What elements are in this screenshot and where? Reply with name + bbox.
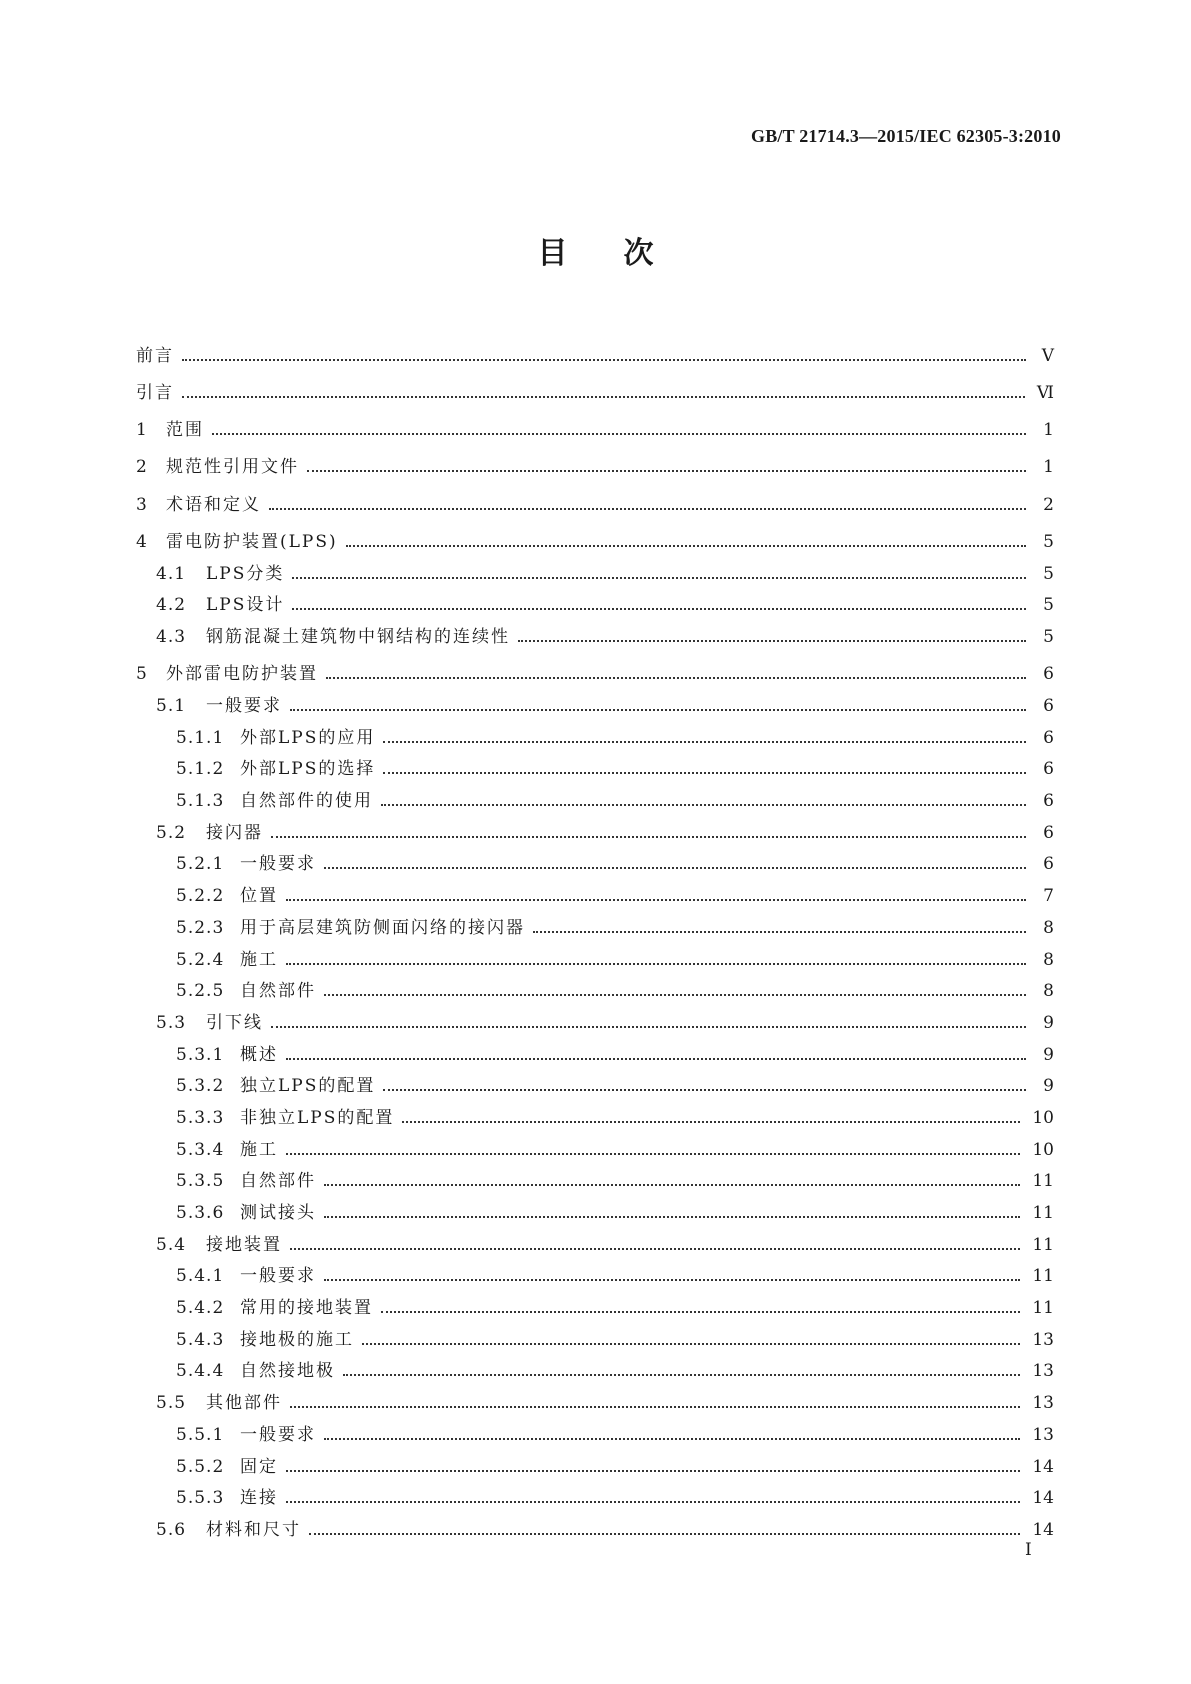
toc-entry[interactable] [136,559,1054,591]
dot-leader [271,824,1026,838]
toc-entry-title: LPS设计 [206,595,285,616]
dot-leader [383,1077,1026,1091]
toc-entry-title: 测试接头 [240,1203,316,1224]
standard-number-header: GB/T 21714.3—2015/IEC 62305-3:2010 [751,126,1061,146]
dot-leader [290,1394,1020,1408]
toc-entry-number: 5.2.4 [176,949,225,970]
toc-entry[interactable] [136,378,1054,410]
toc-entry-page: 11 [1032,1203,1054,1224]
dot-leader [292,596,1026,610]
toc-entry-title: 一般要求 [240,1424,316,1445]
toc-entry-number: 5.3.4 [176,1139,225,1160]
dot-leader [362,1331,1020,1345]
toc-entry-page: 13 [1032,1424,1054,1445]
toc-entry-title: 固定 [240,1456,278,1477]
dot-leader [383,760,1026,774]
toc-entry-number: 5.5.1 [176,1424,225,1445]
toc-entry-number: 2 [136,457,148,478]
toc-entry-number: 3 [136,494,148,515]
dot-leader [286,1046,1026,1060]
toc-entry-page: 8 [1043,917,1054,938]
toc-entry[interactable] [136,1388,1054,1420]
toc-entry-number: 5.4.4 [176,1361,225,1382]
dot-leader [286,951,1026,965]
dot-leader [343,1362,1020,1376]
dot-leader [324,855,1026,869]
toc-entry-number: 5.1.3 [176,791,225,812]
toc-entry-title: 引言 [136,382,174,403]
toc-entry-title: 接地极的施工 [240,1329,354,1350]
toc-entry[interactable] [136,1230,1054,1262]
toc-entry-title: 一般要求 [206,696,282,717]
toc-entry-number: 5.3.1 [176,1044,225,1065]
page-number: Ⅰ [1025,1540,1032,1559]
toc-entry-number: 5.4.2 [176,1298,225,1319]
toc-entry-title: 非独立LPS的配置 [240,1107,395,1128]
toc-entry-title: 外部LPS的选择 [240,759,376,780]
toc-entry[interactable] [136,1103,1054,1135]
toc-entry-title: 一般要求 [240,1266,316,1287]
toc-entry-number: 5.2.1 [176,854,225,875]
toc-entry-title: 接闪器 [206,822,263,843]
toc-entry-title: 钢筋混凝土建筑物中钢结构的连续性 [206,627,510,648]
toc-entry[interactable] [136,1040,1054,1072]
toc-entry-page: 5 [1043,532,1054,552]
toc-entry-number: 5.3.3 [176,1107,225,1128]
toc-entry[interactable] [136,1166,1054,1198]
toc-entry-page: Ⅵ [1036,382,1054,403]
toc-entry[interactable] [136,786,1054,818]
toc-entry-page: Ⅴ [1041,345,1054,366]
toc-entry-page: 11 [1032,1171,1054,1192]
toc-entry-page: 11 [1032,1234,1054,1255]
dot-leader [286,1141,1020,1155]
toc-entry-title: 其他部件 [206,1393,282,1414]
toc-entry[interactable] [136,976,1054,1008]
toc-entry-page: 8 [1043,949,1054,970]
toc-entry[interactable] [136,1515,1054,1547]
toc-entry-number: 1 [136,420,148,441]
toc-entry-title: 术语和定义 [166,494,261,515]
toc-entry-number: 5.4.3 [176,1329,225,1350]
toc-entry-title: 接地装置 [206,1234,282,1255]
dot-leader [324,1204,1020,1218]
toc-entry-number: 5.3 [156,1012,187,1033]
dot-leader [381,1299,1020,1313]
dot-leader [182,384,1025,398]
dot-leader [383,729,1026,743]
toc-entry-page: 7 [1043,886,1054,907]
toc-entry-title: 一般要求 [240,854,316,875]
toc-entry[interactable] [136,723,1054,755]
toc-entry-number: 5.5.2 [176,1456,225,1477]
dot-leader [309,1521,1020,1535]
toc-entry-page: 10 [1032,1139,1054,1160]
toc-entry-page: 5 [1043,563,1054,584]
toc-entry[interactable] [136,849,1054,881]
toc-entry-title: 范围 [166,420,204,441]
toc-entry-page: 14 [1032,1519,1054,1540]
toc-entry-title: 自然部件 [240,981,316,1002]
toc-entry[interactable] [136,754,1054,786]
dot-leader [292,565,1026,579]
toc-entry[interactable] [136,1356,1054,1388]
toc-entry-number: 4.2 [156,595,187,616]
dot-leader [290,1236,1020,1250]
toc-entry-number: 5.6 [156,1519,187,1540]
dot-leader [290,697,1026,711]
dot-leader [324,982,1026,996]
toc-entry-title: 常用的接地装置 [240,1298,373,1319]
toc-entry[interactable] [136,691,1054,723]
toc-entry-page: 9 [1043,1044,1054,1065]
dot-leader [346,533,1026,547]
toc-entry-number: 5.5 [156,1393,187,1414]
dot-leader [286,1458,1020,1472]
toc-entry-page: 5 [1043,595,1054,616]
toc-entry-number: 5.3.2 [176,1076,225,1097]
toc-entry-page: 8 [1043,981,1054,1002]
toc-entry[interactable] [136,1325,1054,1357]
toc-entry-title: 材料和尺寸 [206,1519,301,1540]
toc-entry-page: 14 [1032,1456,1054,1477]
toc-entry-number: 5.1 [156,696,187,717]
toc-entry-page: 6 [1043,791,1054,812]
toc-entry[interactable] [136,881,1054,913]
toc-entry-number: 5.5.3 [176,1488,225,1509]
toc-entry-page: 13 [1032,1329,1054,1350]
dot-leader [269,496,1026,510]
dot-leader [402,1109,1020,1123]
toc-entry-page: 6 [1043,727,1054,748]
dot-leader [212,421,1026,435]
toc-entry-page: 14 [1032,1488,1054,1509]
toc-entry-page: 1 [1043,420,1054,441]
toc-entry-title: 前言 [136,345,174,366]
toc-entry[interactable] [136,490,1054,522]
toc-entry[interactable] [136,1135,1054,1167]
toc-entry[interactable] [136,341,1054,373]
dot-leader [286,1489,1020,1503]
toc-entry-title: 外部LPS的应用 [240,727,376,748]
toc-entry-number: 5.4 [156,1234,187,1255]
toc-entry-page: 11 [1032,1298,1054,1319]
toc-entry[interactable] [136,622,1054,654]
toc-entry-number: 5.2 [156,822,187,843]
toc-entry-number: 5.3.6 [176,1203,225,1224]
toc-entry-page: 6 [1043,664,1054,685]
toc-entry-title: LPS分类 [206,563,285,584]
toc-entry-title: 自然接地极 [240,1361,335,1382]
toc-entry-title: 引下线 [206,1012,263,1033]
toc-entry-page: 6 [1043,822,1054,843]
toc-entry-page: 13 [1032,1361,1054,1382]
dot-leader [286,887,1026,901]
toc-entry-page: 1 [1043,457,1054,478]
page-title: 目次 [537,236,710,271]
toc-entry-page: 13 [1032,1393,1054,1414]
toc-entry-page: 5 [1043,627,1054,648]
dot-leader [324,1267,1020,1281]
toc-entry-title: 用于高层建筑防侧面闪络的接闪器 [240,917,525,938]
dot-leader [307,458,1026,472]
toc-entry-number: 5.2.3 [176,917,225,938]
toc-entry-number: 4 [136,532,148,552]
toc-entry[interactable] [136,659,1054,691]
toc-entry-number: 5 [136,664,148,685]
toc-entry[interactable] [136,1483,1054,1515]
toc-entry-page: 9 [1043,1076,1054,1097]
toc-entry-number: 5.1.2 [176,759,225,780]
toc-entry-number: 5.2.5 [176,981,225,1002]
toc-entry-number: 4.3 [156,627,187,648]
toc-entry-title: 独立LPS的配置 [240,1076,376,1097]
toc-entry[interactable] [136,1008,1054,1040]
toc-entry[interactable] [136,452,1054,484]
toc-entry-title: 连接 [240,1488,278,1509]
toc-entry-page: 6 [1043,759,1054,780]
toc-entry-page: 11 [1032,1266,1054,1287]
toc-entry[interactable] [136,818,1054,850]
toc-entry-title: 自然部件 [240,1171,316,1192]
toc-entry-page: 10 [1032,1107,1054,1128]
toc-entry-page: 9 [1043,1012,1054,1033]
dot-leader [518,628,1026,642]
toc-entry[interactable] [136,1071,1054,1103]
dot-leader [324,1426,1020,1440]
toc-entry-number: 5.1.1 [176,727,225,748]
toc-entry-number: 5.3.5 [176,1171,225,1192]
toc-entry[interactable] [136,415,1054,447]
toc-entry-title: 位置 [240,886,278,907]
toc-entry[interactable] [136,1261,1054,1293]
dot-leader [326,665,1026,679]
toc-entry[interactable] [136,1198,1054,1230]
toc-entry[interactable] [136,1293,1054,1325]
dot-leader [271,1014,1026,1028]
toc-entry-page: 2 [1043,494,1054,515]
toc-entry-page: 6 [1043,854,1054,875]
toc-entry-number: 5.4.1 [176,1266,225,1287]
toc-entry[interactable] [136,527,1054,559]
toc-entry-title: 概述 [240,1044,278,1065]
toc-entry-title: 外部雷电防护装置 [166,664,318,685]
toc-entry-title: 自然部件的使用 [240,791,373,812]
toc-entry[interactable] [136,945,1054,977]
toc-entry-title: 施工 [240,1139,278,1160]
toc-entry-title: 规范性引用文件 [166,457,299,478]
toc-entry-number: 5.2.2 [176,886,225,907]
toc-entry-number: 4.1 [156,563,187,584]
dot-leader [381,792,1026,806]
toc-entry[interactable] [136,590,1054,622]
toc-entry-title: 雷电防护装置(LPS) [166,532,338,552]
toc-entry[interactable] [136,1420,1054,1452]
toc-entry-title: 施工 [240,949,278,970]
toc-entry-page: 6 [1043,696,1054,717]
toc-entry[interactable] [136,1452,1054,1484]
dot-leader [533,919,1026,933]
toc-entry[interactable] [136,913,1054,945]
dot-leader [324,1172,1020,1186]
table-of-contents [136,335,1054,1547]
dot-leader [182,347,1026,361]
